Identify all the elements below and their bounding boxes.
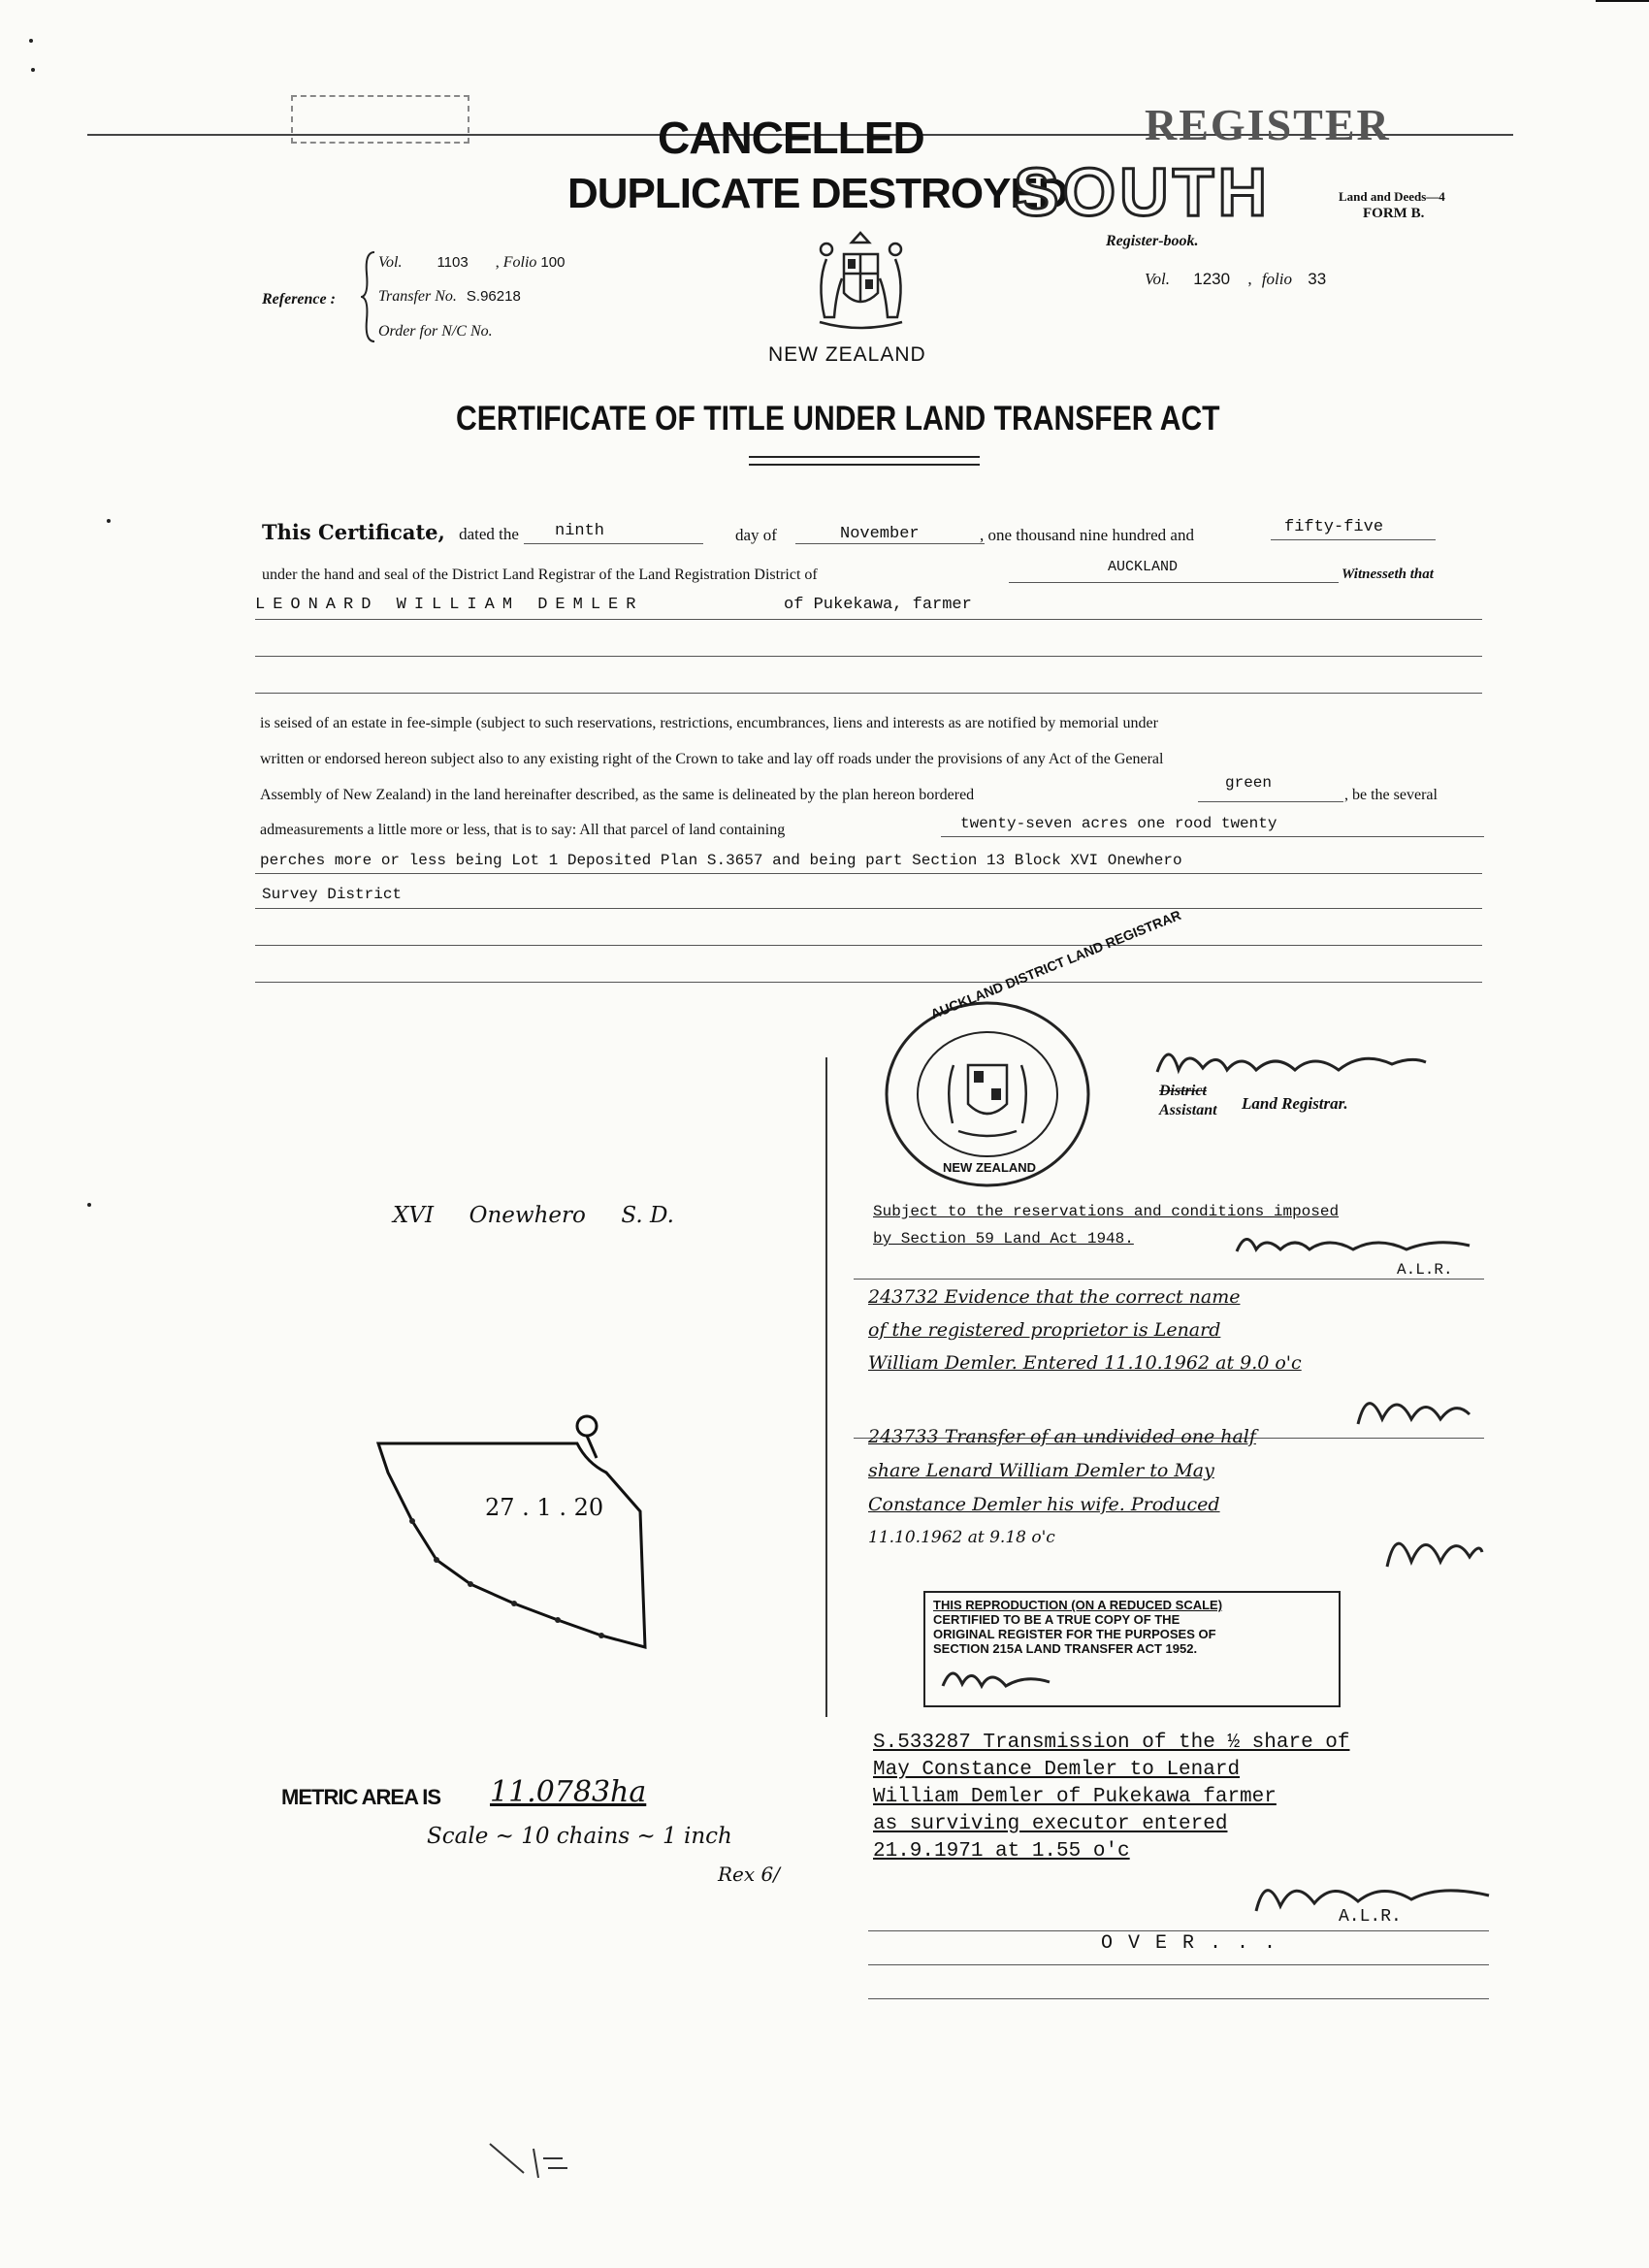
redacted-stamp (291, 95, 469, 144)
assistant-label: Assistant (1159, 1102, 1217, 1118)
owner-line-3 (255, 693, 1482, 694)
area-value: twenty-seven acres one rood twenty (960, 815, 1277, 832)
district-value: AUCKLAND (1108, 559, 1179, 575)
area-line (941, 836, 1484, 837)
year-line (1271, 539, 1436, 540)
cancelled-stamp: CANCELLED (658, 113, 924, 163)
reference-transfer-value: S.96218 (466, 288, 521, 305)
memorial-rule-1 (854, 1279, 1484, 1280)
seal-bottom-text: NEW ZEALAND (943, 1160, 1037, 1175)
entry2-line-2: share Lenard William Demler to May (868, 1460, 1214, 1481)
alr-label-2: A.L.R. (1339, 1907, 1402, 1927)
subject-line-1: Subject to the reservations and conditions imposed (873, 1203, 1340, 1220)
entry1-line-2: of the registered proprietor is Lenard (868, 1319, 1221, 1341)
para-4: admeasurements a little more or less, that is to say: All that parcel of land containing (260, 822, 786, 838)
entry1-line-3: William Demler. Entered 11.10.1962 at 9.0 o'c (868, 1352, 1302, 1374)
para-2: written or endorsed hereon subject also to any existing right of the Crown to take and lay off roads under the provisions of any Act of the General (260, 751, 1164, 767)
reference-vol-label: Vol. (378, 254, 403, 271)
alr-signature-1 (1232, 1224, 1474, 1263)
scan-scribble (485, 2134, 592, 2183)
scan-speck (29, 39, 33, 43)
scan-speck (87, 1203, 91, 1207)
metric-area-label: METRIC AREA IS (281, 1785, 441, 1809)
metric-area-value: 11.0783ha (490, 1775, 647, 1809)
month-value: November (840, 525, 920, 543)
reference-vol-value: 1103 (436, 254, 469, 271)
owner-name: LEONARD WILLIAM DEMLER (255, 596, 644, 614)
certificate-lead: This Certificate, (262, 520, 445, 544)
one-thousand-label: , one thousand nine hundred and (980, 526, 1194, 544)
reference-transfer-row (378, 288, 521, 306)
alr-label-1: A.L.R. (1397, 1261, 1453, 1279)
reference-transfer-label: Transfer No. (378, 288, 457, 305)
land-line-2 (255, 908, 1482, 909)
memorial-divider (825, 1057, 827, 1717)
para-3-end: , be the several (1344, 787, 1438, 803)
entry3-line-3: William Demler of Pukekawa farmer (873, 1786, 1277, 1808)
owner-detail: of Pukekawa, farmer (784, 596, 972, 614)
land-registrar-label: Land Registrar. (1242, 1094, 1348, 1113)
seal-lettering (885, 906, 1183, 1195)
reference-order-label: Order for N/C No. (378, 323, 493, 340)
country-label: NEW ZEALAND (768, 343, 926, 366)
reference-brace-icon (361, 250, 376, 343)
certificate-title: CERTIFICATE OF TITLE UNDER LAND TRANSFER ACT (456, 400, 1220, 437)
para-3: Assembly of New Zealand) in the land hereinafter described, as the same is delineated by the plan hereon bordered (260, 787, 975, 803)
plan-initials: Rex 6/ (718, 1863, 780, 1886)
district-line (1009, 582, 1339, 583)
reference-folio-label: Folio (502, 254, 537, 271)
plan-area-label: 27 . 1 . 20 (485, 1494, 604, 1521)
scan-speck (107, 519, 111, 523)
reference-label: Reference : (262, 291, 336, 308)
land-line-3 (255, 945, 1482, 946)
border-colour-value: green (1225, 774, 1273, 792)
south-stamp: SOUTH (1014, 154, 1271, 230)
certificate-line-1 (262, 522, 519, 542)
scan-speck (31, 68, 35, 72)
entry2-line-3: Constance Demler his wife. Produced (868, 1494, 1220, 1515)
seal-text: AUCKLAND DISTRICT LAND REGISTRAR (928, 906, 1183, 1022)
reproduction-certificate-box (923, 1591, 1341, 1707)
memorial-rule-3 (868, 1930, 1489, 1931)
land-desc-1: perches more or less being Lot 1 Deposited Plan S.3657 and being part Section 13 Block XVI Onewhero (260, 852, 1182, 869)
register-folio-value: 33 (1308, 270, 1327, 288)
memorial-rule-4 (868, 1964, 1489, 1965)
memorial-rule-5 (868, 1998, 1489, 1999)
entry1-signature (1348, 1376, 1474, 1434)
entry3-line-2: May Constance Demler to Lenard (873, 1759, 1241, 1781)
certificate-line-2: under the hand and seal of the District Land Registrar of the Land Registration District of (262, 567, 818, 583)
land-line-4 (255, 982, 1482, 983)
register-book-label: Register-book. (1106, 233, 1199, 249)
entry2-signature (1377, 1504, 1484, 1581)
subject-line-2: by Section 59 Land Act 1948. (873, 1230, 1134, 1247)
repro-signature (933, 1657, 1088, 1696)
entry3-line-5: 21.9.1971 at 1.55 o'c (873, 1840, 1130, 1863)
border-colour-line (1198, 801, 1343, 802)
reference-folio-value: 100 (540, 254, 566, 271)
register-vol-folio: Vol. 1230 , folio 33 (1145, 270, 1327, 288)
day-line (524, 543, 703, 544)
entry2-line-4: 11.10.1962 at 9.18 o'c (868, 1528, 1055, 1547)
month-line (795, 543, 985, 544)
year-value: fifty-five (1284, 518, 1384, 536)
owner-line-1 (255, 619, 1482, 620)
land-plan-diagram (369, 1405, 660, 1667)
district-struck-label: District (1159, 1083, 1207, 1099)
entry3-line-1: S.533287 Transmission of the ½ share of (873, 1732, 1350, 1754)
title-underline-2 (749, 464, 980, 466)
witnesseth-label: Witnesseth that (1342, 567, 1434, 582)
reference-vol-row: Vol. 1103 , Folio 100 (378, 254, 566, 271)
repro-line-4: SECTION 215A LAND TRANSFER ACT 1952. (933, 1640, 1198, 1656)
edge-mark (1596, 0, 1649, 2)
land-and-deeds: Land and Deeds—4 (1339, 189, 1445, 204)
owner-line-2 (255, 656, 1482, 657)
entry3-line-4: as surviving executor entered (873, 1813, 1228, 1835)
over-label: O V E R . . . (1101, 1932, 1278, 1955)
register-vol-label: Vol. (1145, 270, 1170, 288)
repro-line-1: THIS REPRODUCTION (ON A REDUCED SCALE) (933, 1598, 1223, 1612)
form-label: FORM B. (1363, 206, 1425, 221)
scale-label: Scale ~ 10 chains ~ 1 inch (427, 1824, 732, 1849)
repro-line-2: CERTIFIED TO BE A TRUE COPY OF THE (933, 1611, 1180, 1627)
register-vol-value: 1230 (1193, 270, 1231, 288)
land-desc-2: Survey District (262, 886, 403, 903)
block-label: XVI Onewhero S. D. (393, 1203, 674, 1228)
day-of-label: day of (735, 526, 777, 544)
para-1: is seised of an estate in fee-simple (subject to such reservations, restrictions, encumbrances, liens and interests as are notified by memorial under (260, 715, 1158, 731)
entry1-line-1: 243732 Evidence that the correct name (868, 1286, 1241, 1308)
dated-the-label: dated the (459, 525, 519, 543)
entry2-line-1: 243733 Transfer of an undivided one half (868, 1426, 1256, 1447)
coat-of-arms-icon (805, 225, 917, 337)
title-underline-1 (749, 456, 980, 458)
repro-line-3: ORIGINAL REGISTER FOR THE PURPOSES OF (933, 1626, 1216, 1641)
duplicate-destroyed-stamp: DUPLICATE DESTROYED (567, 170, 1068, 217)
day-value: ninth (555, 522, 605, 540)
register-folio-label: folio (1261, 270, 1292, 288)
register-stamp: REGISTER (1145, 100, 1391, 149)
land-line-1 (255, 873, 1482, 874)
